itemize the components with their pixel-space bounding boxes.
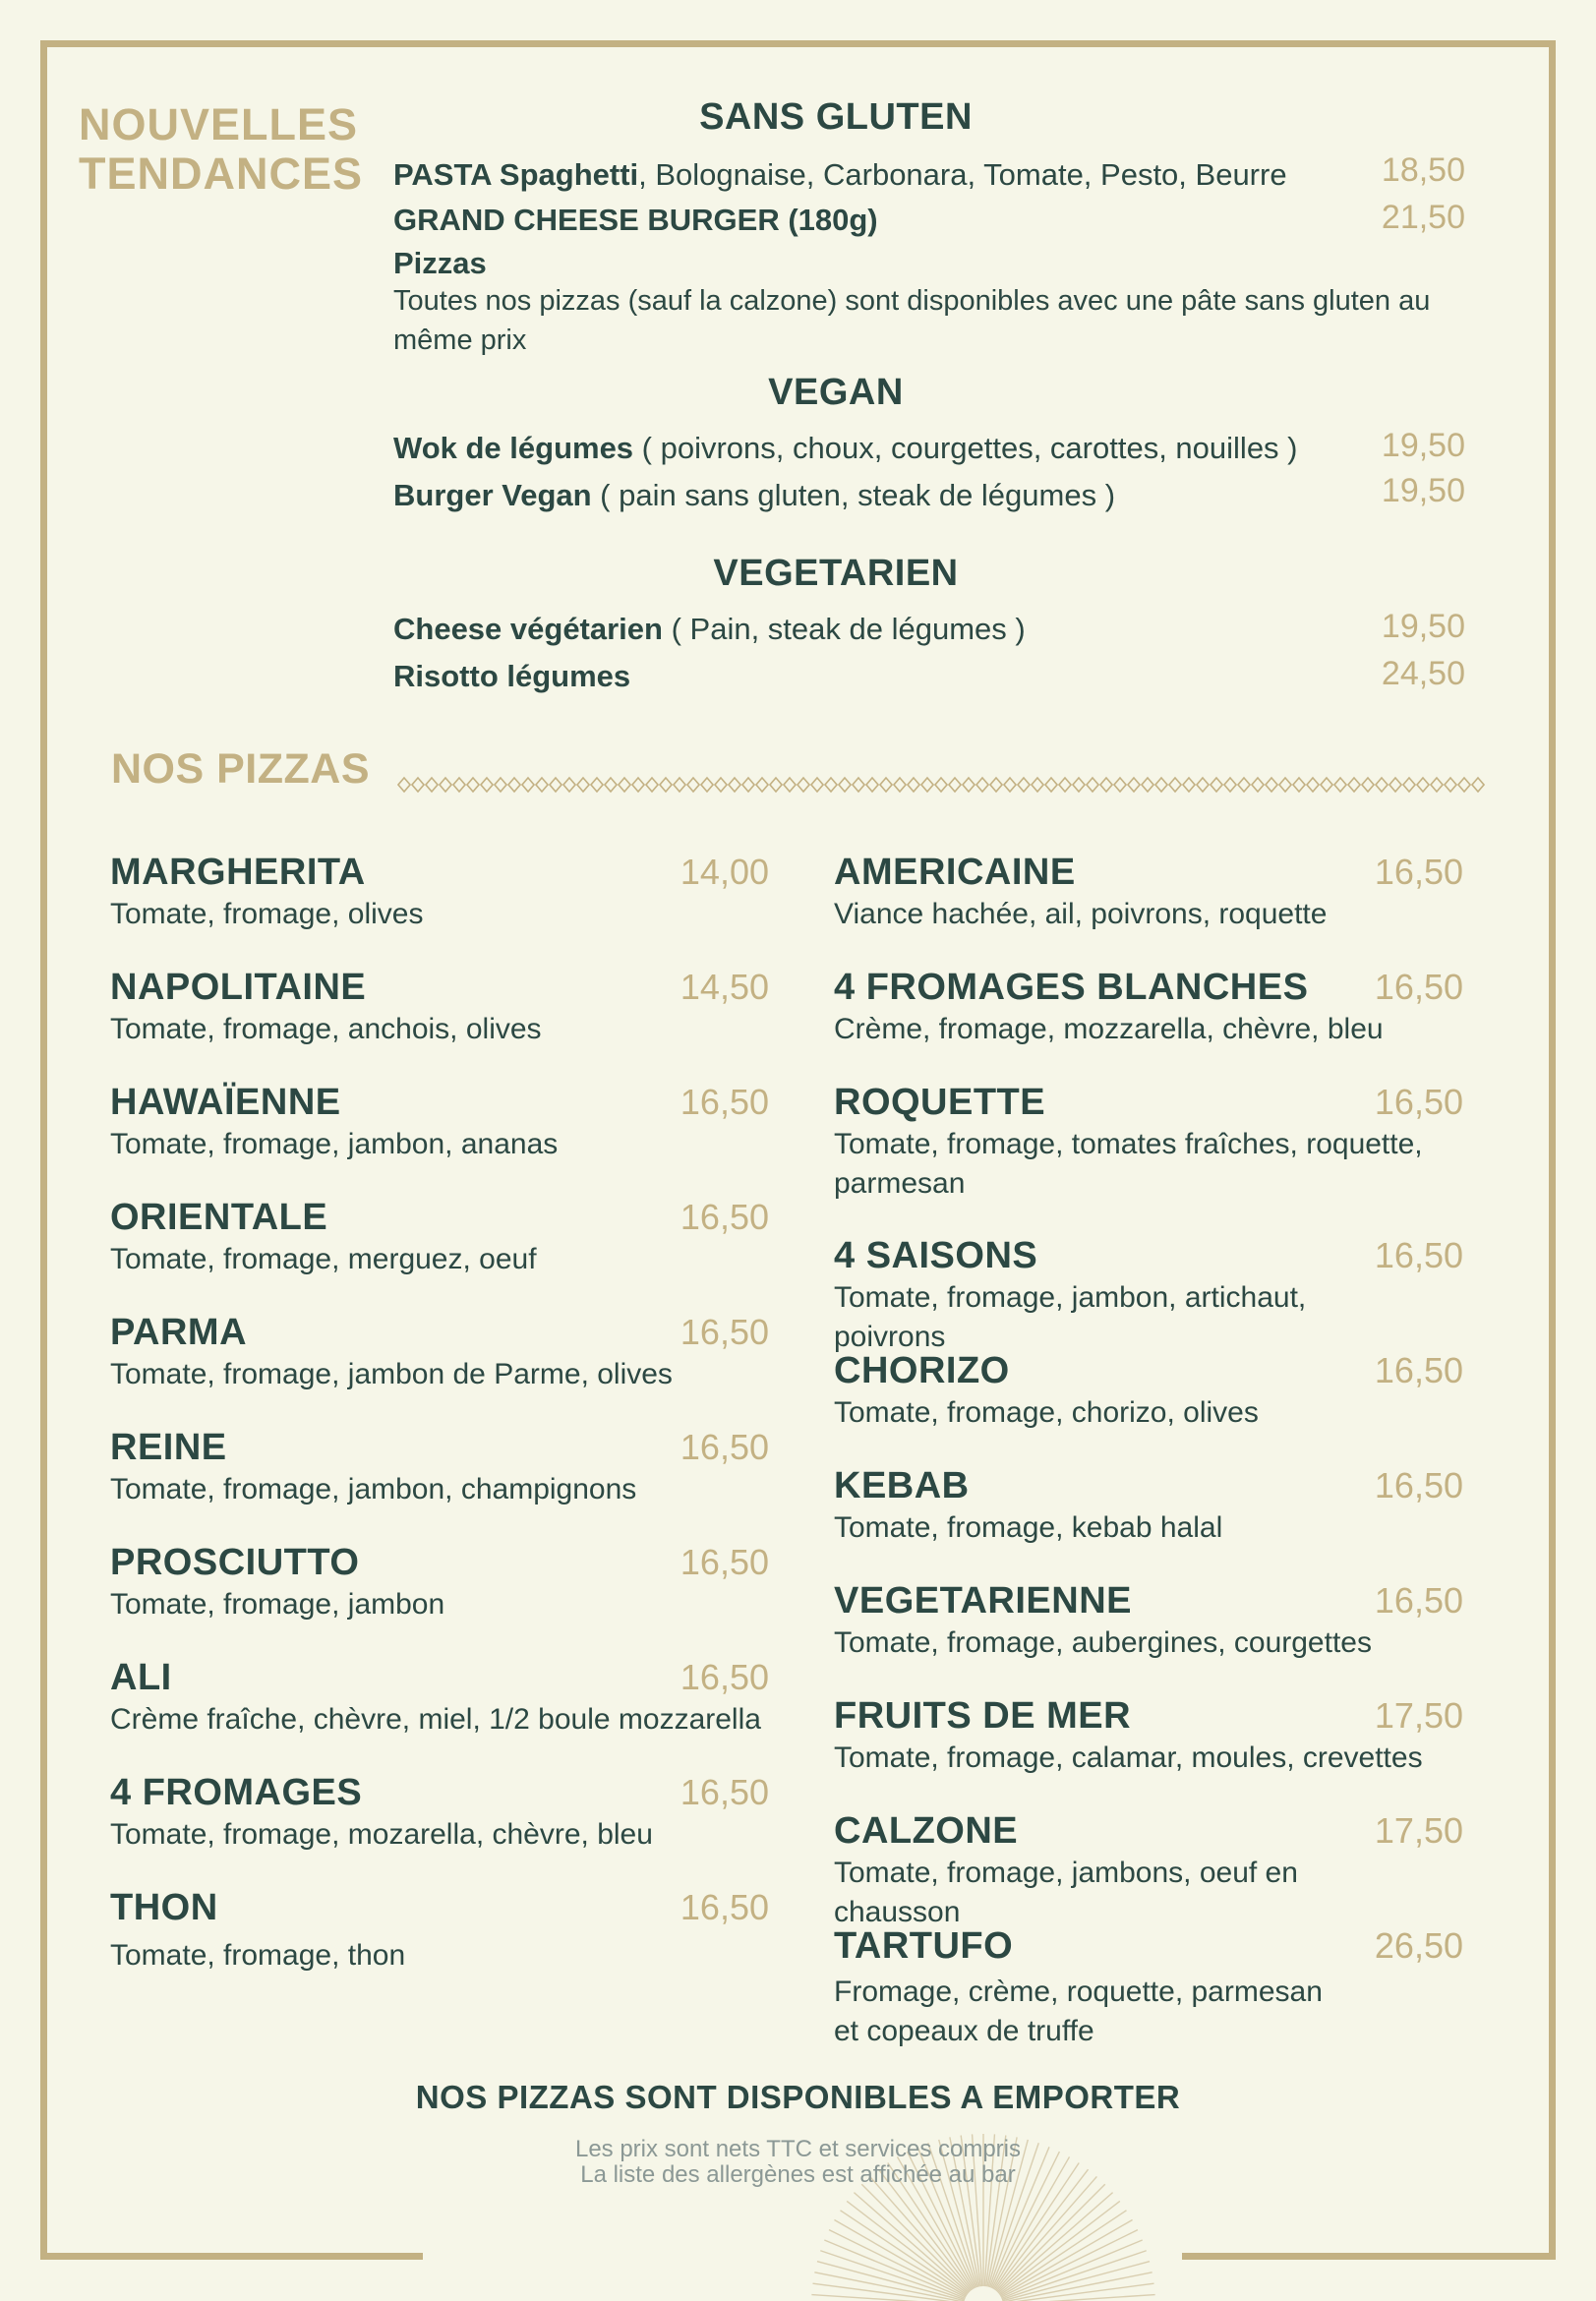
pizza-item: MARGHERITA Tomate, fromage, olives 14,00: [110, 852, 769, 930]
vegetarien-item: Cheese végétarien ( Pain, steak de légumes ): [393, 612, 1026, 646]
sans-gluten-title: SANS GLUTEN: [699, 96, 973, 138]
pizza-item: PROSCIUTTO Tomate, fromage, jambon 16,50: [110, 1542, 769, 1621]
pizza-item: HAWAÏENNE Tomate, fromage, jambon, ananas 16,50: [110, 1082, 769, 1160]
pizza-item: AMERICAINE Viance hachée, ail, poivrons, roquette 16,50: [834, 852, 1463, 930]
sunburst-ray: [861, 2184, 970, 2292]
pizza-item: FRUITS DE MER Tomate, fromage, calamar, moules, crevettes 17,50: [834, 1695, 1463, 1774]
item-price: 21,50: [1381, 199, 1465, 236]
item-price: 19,50: [1381, 608, 1465, 645]
pizza-item: 4 SAISONS Tomate, fromage, jambon, artichaut, poivrons 16,50: [834, 1235, 1463, 1353]
vegan-item: Wok de légumes ( poivrons, choux, courgettes, carottes, nouilles ): [393, 431, 1298, 465]
pizza-item: 4 FROMAGES Tomate, fromage, mozarella, chèvre, bleu 16,50: [110, 1772, 769, 1851]
sunburst-ray: [998, 2193, 1113, 2293]
pizza-item: ALI Crème fraîche, chèvre, miel, 1/2 boule mozzarella 16,50: [110, 1657, 769, 1736]
pizza-item: THON Tomate, fromage, thon 16,50: [110, 1887, 769, 1972]
pizza-item: ORIENTALE Tomate, fromage, merguez, oeuf 16,50: [110, 1197, 769, 1275]
pizza-item: PARMA Tomate, fromage, jambon de Parme, olives 16,50: [110, 1312, 769, 1390]
sunburst-ray: [997, 2184, 1105, 2292]
pizza-item: NAPOLITAINE Tomate, fromage, anchois, olives 14,50: [110, 967, 769, 1045]
pizza-item: REINE Tomate, fromage, jambon, champignons 16,50: [110, 1427, 769, 1505]
pizza-item: KEBAB Tomate, fromage, kebab halal 16,50: [834, 1465, 1463, 1544]
gluten-free-note: Toutes nos pizzas (sauf la calzone) sont disponibles avec une pâte sans gluten au même prix: [393, 285, 1431, 356]
vegetarien-title: VEGETARIEN: [713, 553, 959, 594]
vegetarien-item: Risotto légumes: [393, 659, 631, 693]
sans-gluten-item: Pizzas: [393, 246, 487, 280]
item-price: 19,50: [1381, 427, 1465, 464]
pizza-item: ROQUETTE Tomate, fromage, tomates fraîches, roquette, parmesan 16,50: [834, 1082, 1463, 1200]
sans-gluten-item: GRAND CHEESE BURGER (180g): [393, 203, 878, 237]
vegan-title: VEGAN: [768, 372, 904, 413]
sunburst-ray: [996, 2176, 1096, 2291]
pizza-item: 4 FROMAGES BLANCHES Crème, fromage, mozzarella, chèvre, bleu 16,50: [834, 967, 1463, 1045]
nouvelles-tendances-title: NOUVELLES TENDANCES: [79, 99, 364, 199]
item-price: 18,50: [1381, 151, 1465, 189]
allergens-note: La liste des allergènes est affichée au bar: [580, 2161, 1016, 2188]
sans-gluten-item: PASTA Spaghetti, Bolognaise, Carbonara, Tomate, Pesto, Beurre: [393, 157, 1287, 192]
prices-note: Les prix sont nets TTC et services compris: [574, 2136, 1022, 2162]
item-price: 19,50: [1381, 472, 1465, 509]
vegan-item: Burger Vegan ( pain sans gluten, steak de légumes ): [393, 478, 1116, 512]
pizza-item: TARTUFO Fromage, crème, roquette, parmesan et copeaux de truffe 26,50: [834, 1925, 1463, 2047]
item-price: 24,50: [1381, 655, 1465, 692]
pizza-item: VEGETARIENNE Tomate, fromage, aubergines, courgettes 16,50: [834, 1580, 1463, 1659]
nos-pizzas-title: NOS PIZZAS: [111, 745, 371, 793]
sunburst-ray: [854, 2193, 969, 2293]
sunburst-ray: [870, 2176, 971, 2291]
pizza-item: CALZONE Tomate, fromage, jambons, oeuf en chausson 17,50: [834, 1810, 1463, 1928]
takeaway-banner: NOS PIZZAS SONT DISPONIBLES A EMPORTER: [415, 2079, 1181, 2115]
diamond-border-ornament: [397, 771, 1485, 798]
pizza-item: CHORIZO Tomate, fromage, chorizo, olives 16,50: [834, 1350, 1463, 1429]
